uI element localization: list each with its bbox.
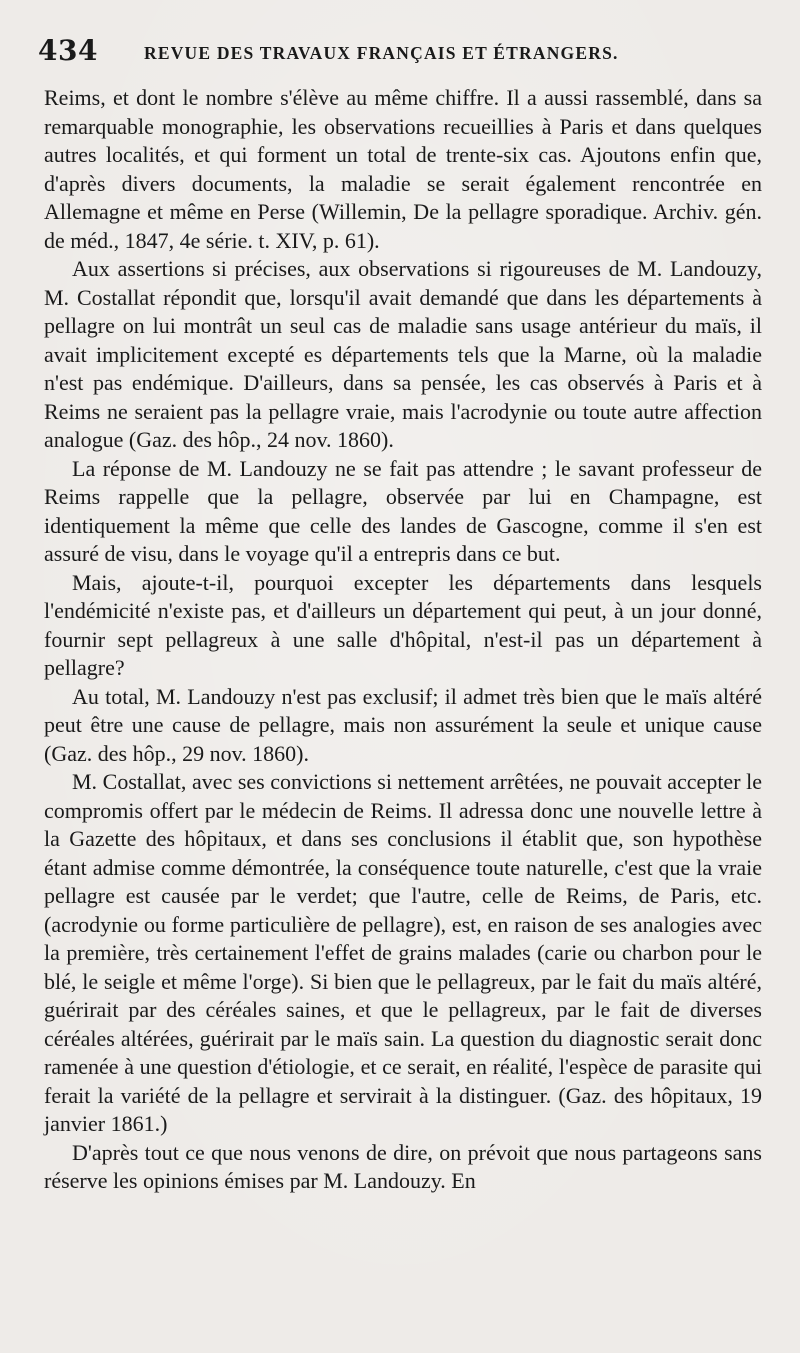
- page-header: [38, 34, 758, 74]
- paragraph-2: Aux assertions si précises, aux observations si rigoureuses de M. Landouzy, M. Costallat répondit que, lorsqu'il avait demandé que dans les départements à pellagre on lui montrât un seul cas de maladie sans usage antérieur du maïs, il avait implicitement excepté es départements tels que la Marne, où la maladie n'est pas endémique. D'ailleurs, dans sa pensée, les cas observés à Paris et à Reims ne seraient pas la pellagre vraie, mais l'acrodynie ou toute autre affection analogue (Gaz. des hôp., 24 nov. 1860).: [44, 256, 762, 452]
- paragraph-4: Mais, ajoute-t-il, pourquoi excepter les départements dans lesquels l'endémicité n'existe pas, et d'ailleurs un département qui peut, à un jour donné, fournir sept pellagreux à une salle d'hôpital, n'est-il pas un département à pellagre?: [44, 569, 762, 680]
- paragraph-1: Reims, et dont le nombre s'élève au même chiffre. Il a aussi rassemblé, dans sa remarquable monographie, les observations recueillies à Paris et dans quelques autres localités, et qui forment un total de trente-six cas. Ajoutons enfin que, d'après divers documents, la maladie se serait également rencontrée en Allemagne et même en Perse (Willemin, De la pellagre sporadique. Archiv. gén. de méd., 1847, 4e série. t. XIV, p. 61).: [44, 85, 762, 253]
- paragraph-7: D'après tout ce que nous venons de dire, on prévoit que nous partageons sans réserve les opinions émises par M. Landouzy. En: [44, 1139, 762, 1193]
- paragraph-5: Au total, M. Landouzy n'est pas exclusif; il admet très bien que le maïs altéré peut être une cause de pellagre, mais non assurément la seule et unique cause (Gaz. des hôp., 29 nov. 1860).: [44, 683, 762, 766]
- body-text: [44, 84, 762, 1196]
- paragraph-3: La réponse de M. Landouzy ne se fait pas attendre ; le savant professeur de Reims rappelle que la pellagre, observée par lui en Champagne, est identiquement la même que celle des landes de Gascogne, comme il s'en est assuré de visu, dans le voyage qu'il a entrepris dans ce but.: [44, 455, 762, 566]
- running-head: REVUE DES TRAVAUX FRANÇAIS ET ÉTRANGERS.: [144, 43, 619, 63]
- paragraph-6: M. Costallat, avec ses convictions si nettement arrêtées, ne pouvait accepter le compromis offert par le médecin de Reims. Il adressa donc une nouvelle lettre à la Gazette des hôpitaux, et dans ses conclusions il établit que, son hypothèse étant admise comme démontrée, la conséquence toute naturelle, c'est que la vraie pellagre est causée par le verdet; que l'autre, celle de Reims, de Paris, etc. (acrodynie ou forme particulière de pellagre), est, en raison de ses analogies avec la première, très certainement l'effet de grains malades (carie ou charbon pour le blé, le seigle et même l'orge). Si bien que le pellagreux, par le fait du maïs altéré, guérirait par des céréales saines, et que le pellagreux, par le fait de diverses céréales altérées, guérirait par le maïs sain. La question du diagnostic serait donc ramenée à une question d'étiologie, et ce serait, en réalité, l'espèce de parasite qui ferait la variété de la pellagre et servirait à la distinguer. (Gaz. des hôpitaux, 19 janvier 1861.): [44, 769, 762, 1136]
- page-number: 434: [38, 34, 98, 67]
